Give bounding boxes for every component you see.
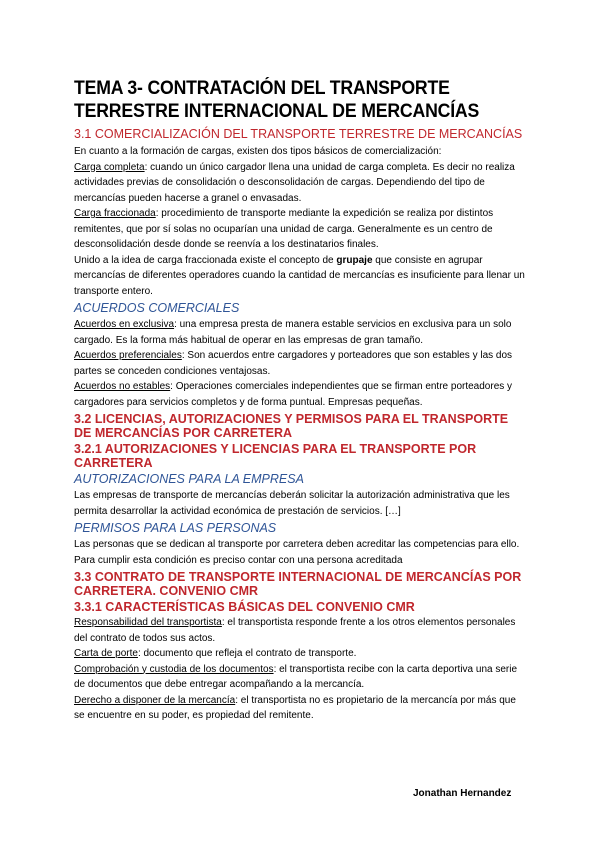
- paragraph-acuerdos-no-estables: Acuerdos no estables: Operaciones comerciales independientes que se firman entre porteadores y cargadores para servicios completos y de forma puntual. Empresas pequeñas.: [74, 381, 513, 408]
- term-comprobacion: Comprobación y custodia de los documentos: [74, 663, 274, 675]
- term-acuerdos-exclusiva: Acuerdos en exclusiva: [74, 319, 175, 330]
- paragraph-responsabilidad: Responsabilidad del transportista: el transportista responde frente a los otros elementos personales del contrato de todos sus actos.: [74, 617, 516, 644]
- heading-3-2-1: 3.2.1 AUTORIZACIONES Y LICENCIAS PARA EL TRANSPORTE POR CARRETERA: [74, 442, 477, 470]
- paragraph-grupaje: Unido a la idea de carga fraccionada existe el concepto de grupaje que consiste en agrupar mercancías de diferentes operadores cuando la cantidad de mercancías es insuficiente para llenar un transporte entero.: [74, 254, 525, 297]
- paragraph-carga-fraccionada: Carga fraccionada: procedimiento de transporte mediante la expedición se realiza por distintos remitentes, que por sí solas no ocuparían una unidad de carga. Generalmente es un centro de desconsolidación desde donde se reenvía a los destinatarios finales.: [74, 208, 494, 250]
- term-carta-de-porte: Carta de porte: [74, 648, 138, 659]
- paragraph-acuerdos-preferenciales: Acuerdos preferenciales: Son acuerdos entre cargadores y porteadores que son estables y las dos partes se conceden condiciones ventajosas.: [74, 350, 513, 377]
- term-carga-fraccionada: Carga fraccionada: [74, 208, 156, 219]
- paragraph-autorizaciones-empresa: Las empresas de transporte de mercancías deberán solicitar la autorización administrativa que les permita desarrollar la actividad económica de prestación de servicios. […]: [74, 490, 510, 517]
- paragraph-derecho-disponer: Derecho a disponer de la mercancía: el transportista no es propietario de la mercancía por más que se encuentre en su poder, es propiedad del remitente.: [74, 694, 516, 721]
- term-acuerdos-preferenciales: Acuerdos preferenciales: [74, 350, 182, 361]
- document-title: [74, 77, 530, 123]
- heading-permisos-personas: PERMISOS PARA LAS PERSONAS: [74, 521, 277, 535]
- author-name: Jonathan Hernandez: [413, 788, 512, 799]
- paragraph-carta-de-porte: Carta de porte: documento que refleja el contrato de transporte.: [74, 648, 357, 659]
- paragraph-intro: En cuanto a la formación de cargas, existen dos tipos básicos de comercialización:: [74, 146, 442, 157]
- term-grupaje: grupaje: [336, 254, 373, 266]
- heading-3-3-1: 3.3.1 CARACTERÍSTICAS BÁSICAS DEL CONVENIO CMR: [74, 600, 415, 614]
- title-line-2: TERRESTRE INTERNACIONAL DE MERCANCÍAS: [74, 101, 480, 122]
- paragraph-acuerdos-exclusiva: Acuerdos en exclusiva: una empresa presta de manera estable servicios en exclusiva para un solo cargado. Es la forma más habitual de operar en las empresas de gran tamaño.: [74, 319, 512, 346]
- term-acuerdos-no-estables: Acuerdos no estables: [74, 381, 171, 392]
- title-line-1: TEMA 3- CONTRATACIÓN DEL TRANSPORTE: [74, 78, 450, 99]
- heading-acuerdos-comerciales: ACUERDOS COMERCIALES: [74, 301, 240, 315]
- paragraph-permisos-personas: Las personas que se dedican al transporte por carretera deben acreditar las competencias para ello. Para cumplir esta condición es preciso contar con una persona acreditada: [74, 539, 520, 566]
- term-derecho-disponer: Derecho a disponer de la mercancía: [74, 694, 236, 706]
- document-body: [74, 77, 526, 724]
- term-responsabilidad: Responsabilidad del transportista: [74, 617, 222, 628]
- term-carga-completa: Carga completa: [74, 161, 145, 173]
- heading-3-1: 3.1 COMERCIALIZACIÓN DEL TRANSPORTE TERRESTRE DE MERCANCÍAS: [74, 127, 523, 141]
- heading-3-3: 3.3 CONTRATO DE TRANSPORTE INTERNACIONAL DE MERCANCÍAS POR CARRETERA. CONVENIO CMR: [74, 570, 522, 598]
- paragraph-carga-completa: Carga completa: cuando un único cargador llena una unidad de carga completa. Es decir no realiza actividades previas de consolidación o desconsolidación de cargas. Dependiendo del tipo de mercancías pueden hacerse a granel o envasadas.: [74, 161, 515, 204]
- heading-3-2: 3.2 LICENCIAS, AUTORIZACIONES Y PERMISOS PARA EL TRANSPORTE DE MERCANCÍAS POR CARRETERA: [74, 412, 509, 440]
- paragraph-comprobacion: Comprobación y custodia de los documentos: el transportista recibe con la carta deportiva una serie de documentos que debe entregar acompañando a la mercancía.: [74, 663, 518, 690]
- heading-autorizaciones-empresa: AUTORIZACIONES PARA LA EMPRESA: [74, 472, 304, 486]
